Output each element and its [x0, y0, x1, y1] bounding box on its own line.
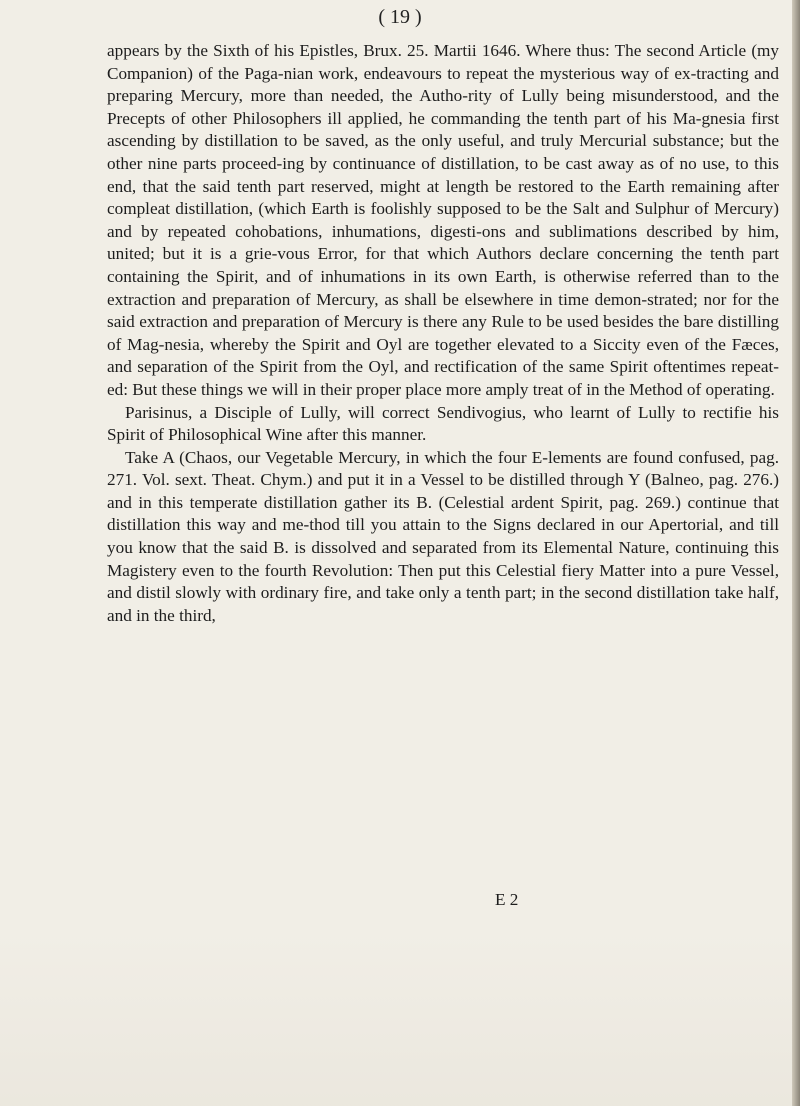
page-shade: [0, 930, 800, 1106]
paragraph-2: Parisinus, a Disciple of Lully, will correct Sendivogius, who learnt of Lully to rectifie his Spirit of Philosophical Wine after this manner.: [107, 402, 779, 445]
page-edge: [792, 0, 800, 1106]
page-number: ( 19 ): [378, 6, 422, 28]
signature-mark: E 2: [495, 890, 519, 909]
paragraph-1: appears by the Sixth of his Epistles, Brux. 25. Martii 1646. Where thus: The second Article (my Companion) of the Paga-nian work, endeavours to repeat the mysterious way of ex-tracting and preparing Mercury, more than needed, the Autho-rity of Lully being misunderstood, and the Precepts of other Philosophers ill applied, he commanding the tenth part of his Ma-gnesia first ascending by distillation to be saved, as the only useful, and truly Mercurial substance; but the other nine parts proceed-ing by continuance of distillation, to be cast away as of no use, to this end, that the said tenth part reserved, might at length be restored to the Earth remaining after compleat distillation, (which Earth is foolishly supposed to be the Salt and Sulphur of Mercury) and by repeated cohobations, inhumations, digesti-ons and sublimations described by him, united; but it is a grie-vous Error, for that which Authors declare concerning the tenth part containing the Spirit, and of inhumations in its own Earth, is otherwise referred than to the extraction and preparation of Mercury, as shall be elsewhere in time demon-strated; nor for the said extraction and preparation of Mercury is there any Rule to be used besides the bare distilling of Mag-nesia, whereby the Spirit and Oyl are together elevated to a Siccity even of the Fæces, and separation of the Spirit from the Oyl, and rectification of the same Spirit oftentimes repeat-ed: But these things we will in their proper place more amply treat of in the Method of operating.: [107, 41, 779, 399]
body-text: [107, 40, 779, 627]
paragraph-3: Take A (Chaos, our Vegetable Mercury, in which the four E-lements are found confused, pag. 271. Vol. sext. Theat. Chym.) and put it in a Vessel to be distilled through Y (Balneo, pag. 276.) and in this temperate distillation gather its B. (Celestial ardent Spirit, pag. 269.) continue that distillation this way and me-thod till you attain to the Signs declared in our Apertorial, and till you know that the said B. is dissolved and separated from its Elemental Nature, continuing this Magistery even to the fourth Revolution: Then put this Celestial fiery Matter into a pure Vessel, and distil slowly with ordinary fire, and take only a tenth part; in the second distillation take half, and in the third,: [107, 447, 779, 625]
